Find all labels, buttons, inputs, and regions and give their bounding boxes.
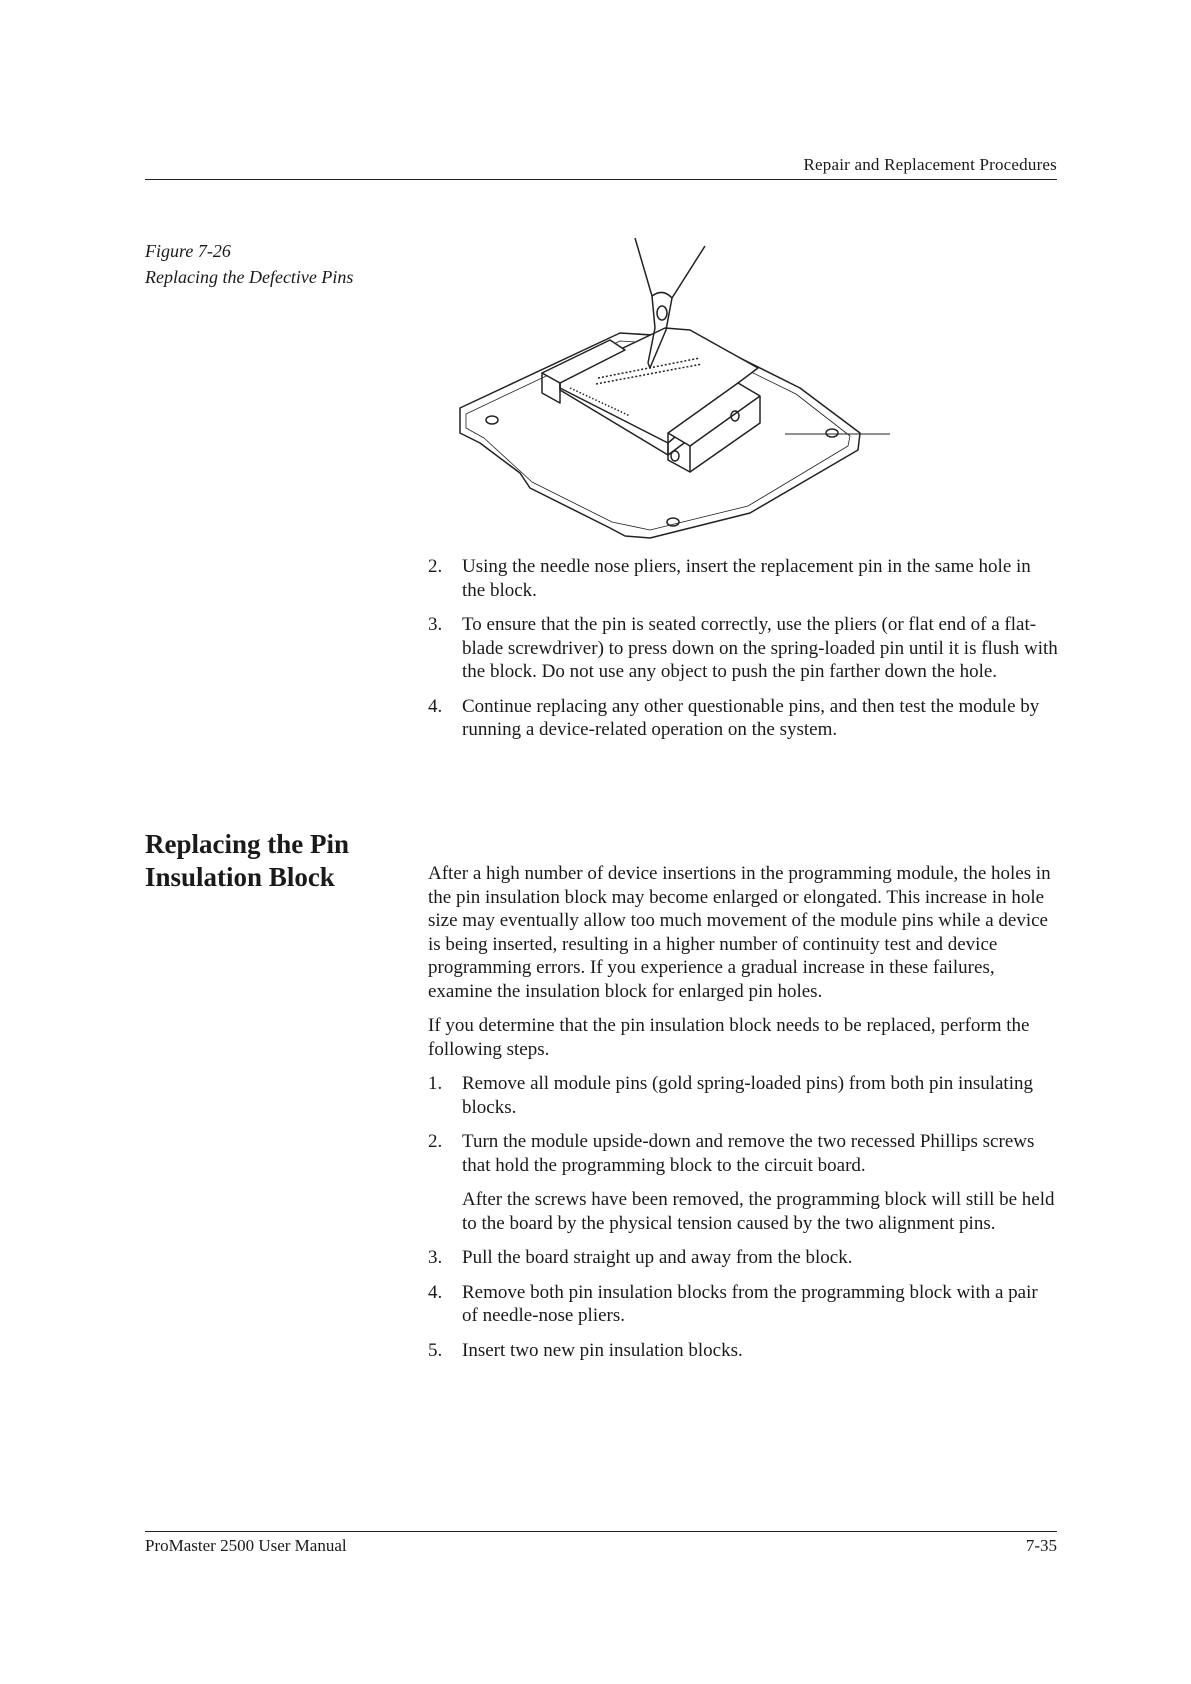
list-item [428,1130,1058,1235]
step-text: Turn the module upside-down and remove the two recessed Phillips screws that hold the programming block to the circuit board. [462,1131,1035,1176]
board-hole-right [826,429,838,437]
step-text: Remove both pin insulation blocks from the programming block with a pair of needle-nose pliers. [462,1281,1038,1326]
step-text: Using the needle nose pliers, insert the replacement pin in the same hole in the block. [462,556,1031,601]
list-item [428,1339,1058,1363]
step-number: 3. [428,614,443,635]
intro-paragraph: After a high number of device insertions in the programming module, the holes in the pin insulation block may become enlarged or elongated. This increase in hole size may eventually allow too much movement of the module pins while a device is being inserted, resulting in a higher number of continuity test and device programming errors. If you experience a gradual increase in these failures, examine the insulation block for enlarged pin holes. [428,863,1051,1002]
step-number: 5. [428,1339,443,1361]
board-hole-bottom [667,518,679,526]
step-text: Insert two new pin insulation blocks. [462,1339,743,1361]
section-body [428,862,1058,1373]
pin-replacement-steps [428,555,1058,753]
step-text: To ensure that the pin is seated correctly, use the pliers (or flat end of a flat-blade screwdriver) to press down on the spring-loaded pin until it is flush with the block. Do not use any object to push the pin farther down the hole. [462,614,1058,682]
step-number: 2. [428,556,443,577]
footer-rule [145,1531,1057,1532]
list-item [428,1072,1058,1119]
list-item [428,695,1058,742]
header-rule [145,179,1057,180]
step-text: Pull the board straight up and away from the block. [462,1247,853,1268]
step-note: After the screws have been removed, the programming block will still be held to the board by the physical tension caused by the two alignment pins. [462,1189,1055,1234]
figure-title: Replacing the Defective Pins [145,267,354,287]
list-item [428,1281,1058,1328]
section-heading [145,828,349,894]
list-item [428,613,1058,684]
section-heading-line1: Replacing the Pin [145,829,350,859]
lead-in-paragraph: If you determine that the pin insulation block needs to be replaced, perform the following steps. [428,1015,1030,1060]
list-item [428,555,1058,602]
list-item [428,1246,1058,1270]
step-number: 2. [428,1131,443,1152]
step-number: 3. [428,1247,443,1268]
step-number: 4. [428,695,443,717]
section-heading-line2: Insulation Block [145,862,335,892]
footer-manual-title: ProMaster 2500 User Manual [145,1536,347,1555]
step-number: 1. [428,1073,443,1094]
running-head: Repair and Replacement Procedures [803,155,1057,174]
footer-page-number: 7-35 [1025,1536,1057,1555]
pliers-and-block-drawing [420,238,960,558]
step-number: 4. [428,1281,443,1303]
figure-caption [145,238,353,290]
step-text: Continue replacing any other questionable pins, and then test the module by running a device-related operation on the system. [462,695,1040,740]
step-text: Remove all module pins (gold spring-loaded pins) from both pin insulating blocks. [462,1073,1033,1118]
figure-number: Figure 7-26 [145,241,231,261]
figure-illustration [420,238,960,558]
board-hole-left [486,416,498,424]
